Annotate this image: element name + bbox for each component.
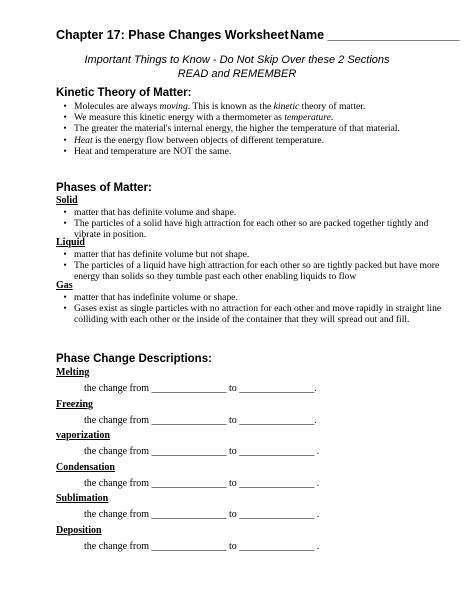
phase-change-blank-line[interactable]: the change from _______________ to _______________ . [84, 541, 320, 552]
phase-change-blank-line[interactable]: the change from _______________ to _______________ . [84, 478, 320, 489]
kinetic-theory-list [56, 101, 446, 157]
bullet-icon: • [63, 134, 67, 146]
phase-change-blank-line[interactable]: the change from _______________ to _______________. [84, 415, 317, 426]
bullet-icon: • [63, 218, 67, 230]
name-field-label: Name ___________________ [290, 28, 460, 42]
solid-bullet-text: matter that has definite volume and shape. [74, 207, 237, 218]
intro-line-2: READ and REMEMBER [177, 68, 297, 80]
liquid-list [56, 249, 446, 283]
kinetic-bullet-text: Heat and temperature are NOT the same. [74, 145, 232, 157]
kinetic-bullet-text: Molecules are always moving. This is known as the kinetic theory of matter. [74, 101, 366, 112]
gas-bullet [56, 303, 446, 325]
phase-change-label: vaporization [56, 430, 110, 441]
solid-label: Solid [56, 195, 78, 206]
phase-change-label: Freezing [56, 399, 94, 410]
phase-change-blank-line[interactable]: the change from _______________ to _______________ . [84, 446, 320, 457]
bullet-icon: • [63, 303, 67, 315]
bullet-icon: • [63, 112, 67, 124]
liquid-bullet [56, 260, 446, 282]
gas-list [56, 292, 446, 326]
kinetic-bullet [56, 112, 446, 123]
liquid-bullet-text: The particles of a liquid have high attraction for each other so are tightly packed but have more energy than solids so they tumble past each other enabling liquids to flow [74, 260, 440, 283]
solid-list [56, 207, 446, 241]
phase-change-label: Deposition [56, 525, 102, 536]
kinetic-bullet [56, 123, 446, 134]
solid-bullet [56, 218, 446, 240]
phase-change-label: Sublimation [56, 493, 109, 504]
bullet-icon: • [63, 207, 67, 218]
bullet-icon: • [63, 101, 67, 112]
phase-change-blank-line[interactable]: the change from _______________ to _______________. [84, 383, 317, 394]
bullet-icon: • [63, 123, 67, 135]
bullet-icon: • [63, 260, 67, 272]
gas-bullet-text: Gases exist as single particles with no attraction for each other and move rapidly in straight line colliding with each other or the inside of the container that they will spread out and fill. [74, 303, 442, 326]
kinetic-theory-heading: Kinetic Theory of Matter: [56, 87, 192, 99]
worksheet-title: Chapter 17: Phase Changes Worksheet [56, 28, 289, 42]
solid-bullet [56, 207, 446, 218]
gas-bullet-text: matter that has indefinite volume or shape. [74, 292, 238, 303]
phase-change-label: Condensation [56, 462, 115, 473]
liquid-bullet [56, 249, 446, 260]
kinetic-bullet-text: Heat is the energy flow between objects of different temperature. [74, 134, 325, 146]
kinetic-bullet [56, 101, 446, 112]
gas-label: Gas [56, 280, 73, 291]
kinetic-bullet [56, 146, 446, 157]
phase-change-label: Melting [56, 367, 90, 378]
phase-change-blank-line[interactable]: the change from _______________ to _______________ . [84, 509, 320, 520]
phases-heading: Phases of Matter: [56, 182, 152, 194]
solid-bullet-text: The particles of a solid have high attraction for each other so are packed together tightly and vibrate in position. [74, 218, 429, 241]
liquid-bullet-text: matter that has definite volume but not shape. [74, 249, 250, 260]
liquid-label: Liquid [56, 237, 85, 248]
kinetic-bullet-text: We measure this kinetic energy with a thermometer as temperature. [74, 112, 334, 124]
kinetic-bullet [56, 135, 446, 146]
intro-line-1: Important Things to Know - Do Not Skip Over these 2 Sections [84, 54, 390, 66]
gas-bullet [56, 292, 446, 303]
bullet-icon: • [63, 292, 67, 303]
phase-change-heading: Phase Change Descriptions: [56, 353, 212, 365]
kinetic-bullet-text: The greater the material's internal energy, the higher the temperature of that material. [74, 123, 400, 135]
bullet-icon: • [63, 249, 67, 260]
bullet-icon: • [63, 145, 67, 157]
